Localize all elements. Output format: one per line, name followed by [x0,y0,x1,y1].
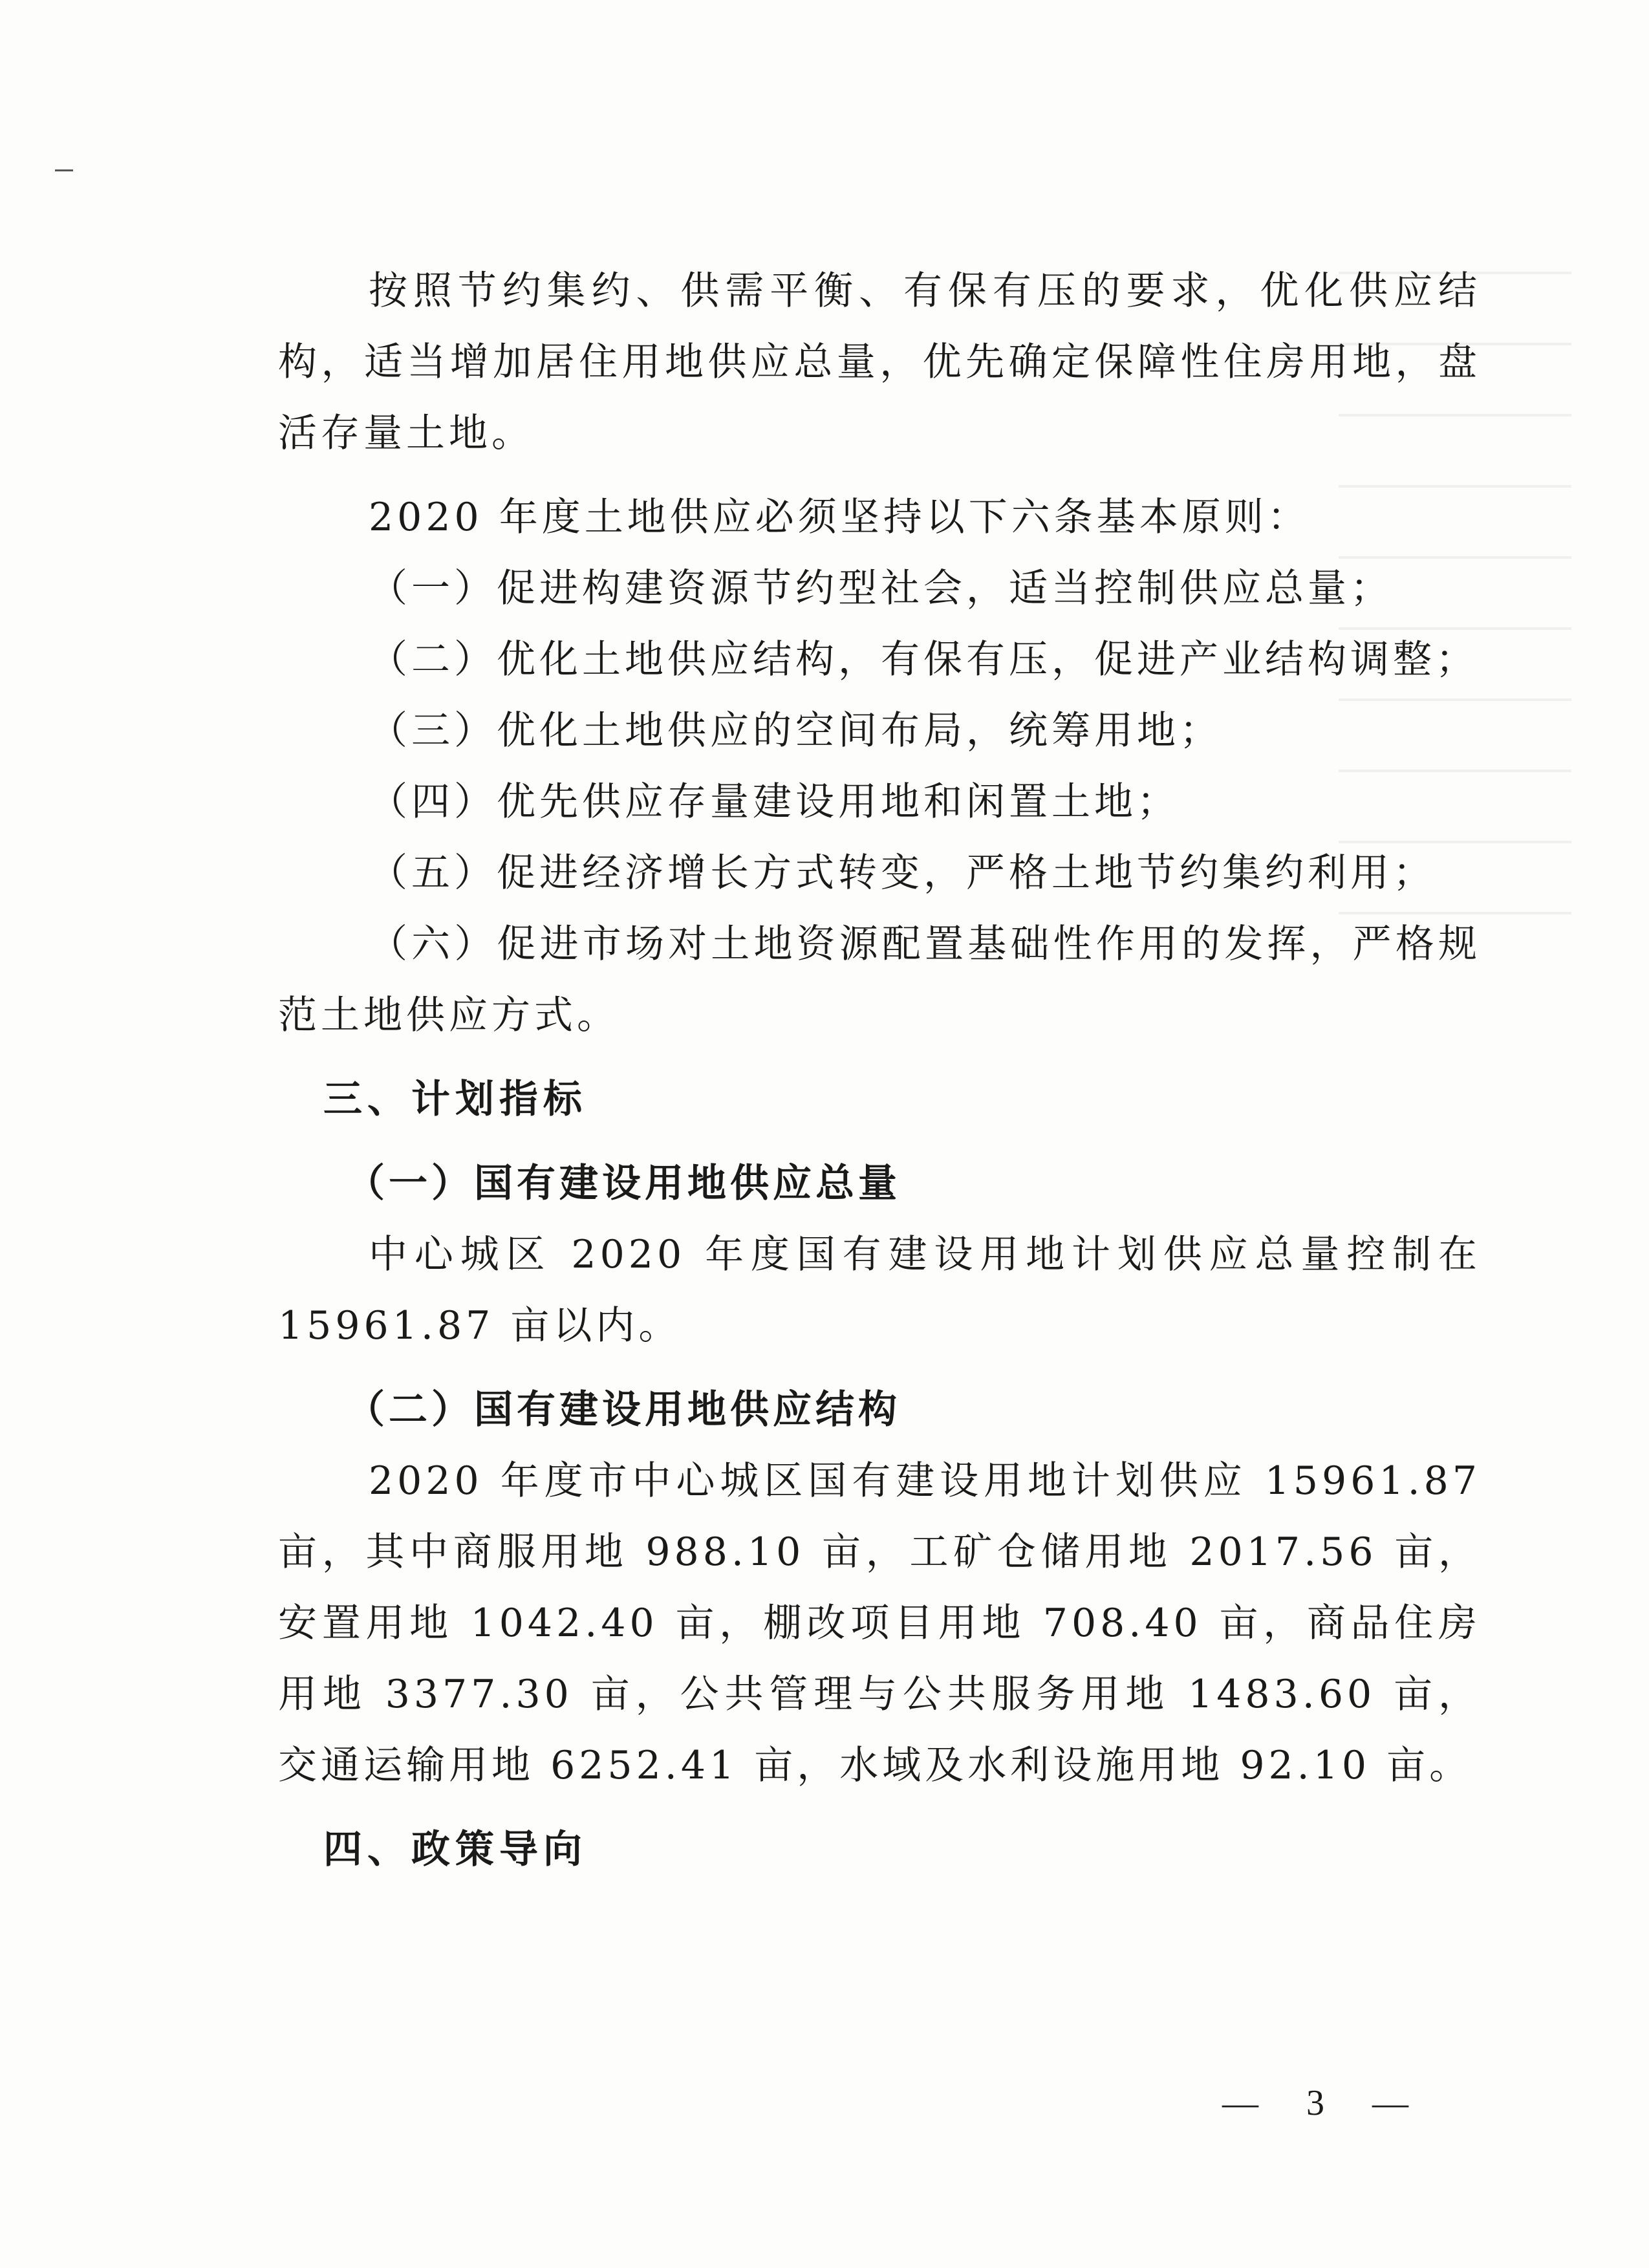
subheading-supply-structure: （二）国有建设用地供应结构 [346,1387,901,1432]
principle-item-1: （一）促进构建资源节约型社会，适当控制供应总量； [369,566,1393,611]
principle-item-4: （四）优先供应存量建设用地和闲置土地； [369,779,1180,825]
section-heading-policy-guidance: 四、政策导向 [323,1827,587,1872]
page-number: — 3 — [1222,2083,1428,2123]
document-body [278,255,1481,1885]
scan-artifact-mark [55,169,73,171]
paragraph-total-supply: 中心城区 2020 年度国有建设用地计划供应总量控制在 15961.87 亩以内。 [278,1232,1481,1348]
paragraph-supply-requirements: 按照节约集约、供需平衡、有保有压的要求，优化供应结构，适当增加居住用地供应总量，优先确定保障性住房用地，盘活存量土地。 [278,268,1481,456]
principle-item-2: （二）优化土地供应结构，有保有压，促进产业结构调整； [369,637,1478,682]
paragraph-supply-structure: 2020 年度市中心城区国有建设用地计划供应 15961.87 亩，其中商服用地 988.10 亩，工矿仓储用地 2017.56 亩，安置用地 1042.40 亩，棚改项目用地 708.40 亩，商品住房用地 3377.30 亩，公共管理与公共服务用地 1483.60 亩，交通运输用地 6252.41 亩，水域及水利设施用地 92.10 亩。 [278,1458,1481,1788]
section-heading-plan-indicators: 三、计划指标 [323,1077,587,1122]
subheading-total-supply: （一）国有建设用地供应总量 [346,1161,901,1206]
paragraph-principles-intro: 2020 年度土地供应必须坚持以下六条基本原则： [369,495,1310,540]
principle-item-3: （三）优化土地供应的空间布局，统筹用地； [369,708,1222,753]
principle-item-5: （五）促进经济增长方式转变，严格土地节约集约利用； [369,850,1436,896]
principle-item-6: （六）促进市场对土地资源配置基础性作用的发挥，严格规范土地供应方式。 [278,922,1481,1038]
